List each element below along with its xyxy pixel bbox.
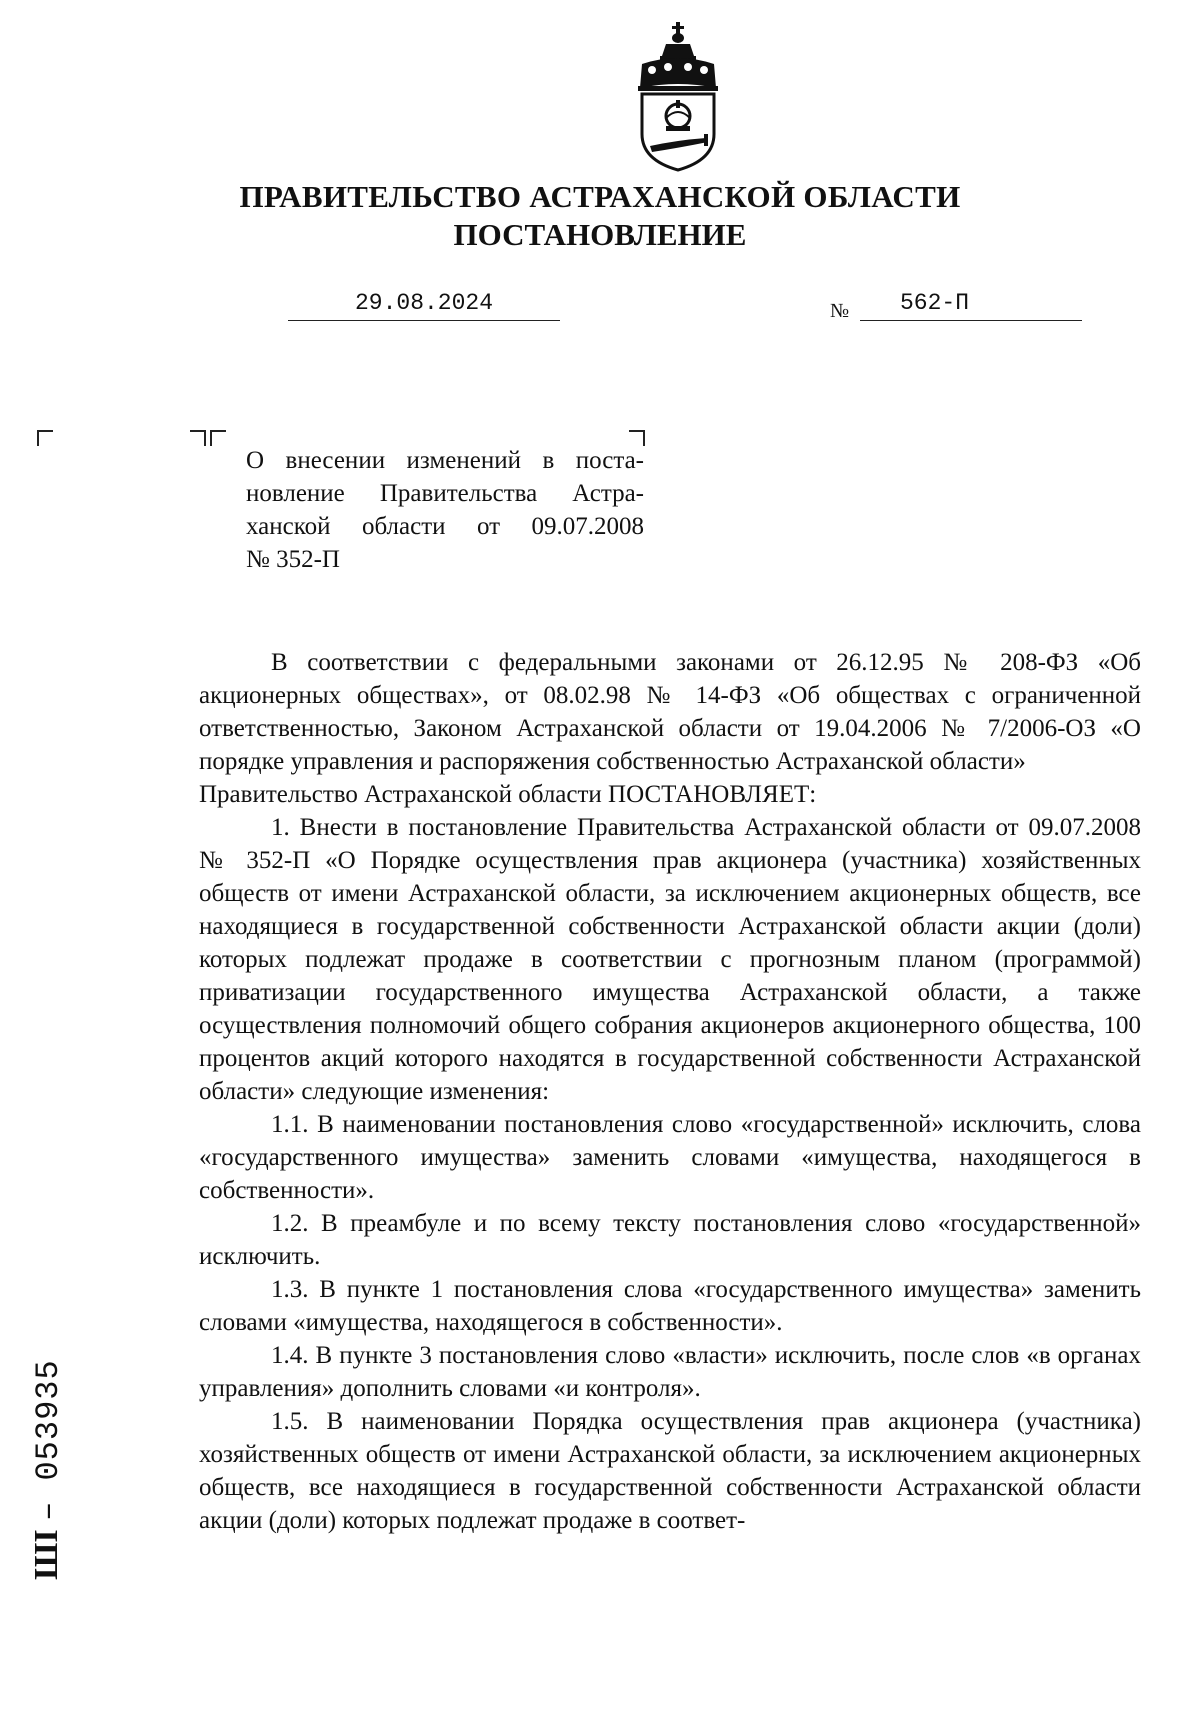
- government-title: ПРАВИТЕЛЬСТВО АСТРАХАНСКОЙ ОБЛАСТИ: [239, 179, 961, 214]
- item-paragraph: 1.2. В преамбуле и по всему тексту постановления слово «государственной» исключить.: [199, 1210, 1141, 1270]
- document-body: [199, 646, 1141, 1537]
- subject-line: ханской области от 09.07.2008: [246, 513, 644, 540]
- corner-mark-inner-left: [210, 430, 226, 446]
- corner-mark-left: [37, 430, 53, 446]
- resolves-paragraph: Правительство Астраханской области ПОСТАНОВЛЯЕТ:: [199, 781, 817, 808]
- subject-line: № 352-П: [246, 546, 340, 573]
- document-number: 562-П: [860, 286, 1082, 321]
- form-serial-mark: [22, 1359, 72, 1580]
- form-series: ШI: [28, 1529, 65, 1580]
- item-paragraph: 1.3. В пункте 1 постановления слова «государственного имущества» заменить словами «имущества, находящегося в собственности».: [199, 1276, 1141, 1336]
- form-serial-number: – 053935: [30, 1359, 67, 1521]
- item-paragraph: 1. Внести в постановление Правительства Астраханской области от 09.07.2008 № 352-П «О Порядке осуществления прав акционера (участника) хозяйственных обществ от имени Астраханской области, за исключением акционерных обществ, все находящиеся в государственной собственности Астраханской области акции (доли) которых подлежат продаже в соответствии с прогнозным планом (программой) приватизации государственного имущества Астраханской области, а также осуществления полномочий общего собрания акционеров акционерного общества, 100 процентов акций которого находятся в государственной собственности Астраханской области» следующие изменения:: [199, 814, 1141, 1105]
- document-subject: [246, 444, 644, 576]
- document-type: ПОСТАНОВЛЕНИЕ: [453, 217, 747, 252]
- corner-mark-inner-right: [190, 430, 206, 446]
- preamble-paragraph: В соответствии с федеральными законами от 26.12.95 № 208-ФЗ «Об акционерных обществах», от 08.02.98 № 14-ФЗ «Об обществах с ограниченной ответственностью, Законом Астраханской области от 19.04.2006 № 7/2006-ОЗ «О порядке управления и распоряжения собственностью Астраханской области»: [199, 649, 1141, 775]
- number-sign: №: [830, 300, 850, 322]
- coat-of-arms-emblem: [632, 22, 724, 172]
- item-paragraph: 1.1. В наименовании постановления слово «государственной» исключить, слова «государственного имущества» заменить словами «имущества, находящегося в собственности».: [199, 1111, 1141, 1204]
- item-paragraph: 1.4. В пункте 3 постановления слово «власти» исключить, после слов «в органах управления» дополнить словами «и контроля».: [199, 1342, 1141, 1402]
- item-paragraph: 1.5. В наименовании Порядка осуществления прав акционера (участника) хозяйственных обществ от имени Астраханской области, за исключением акционерных обществ, все находящиеся в государственной собственности Астраханской области акции (доли) которых подлежат продаже в соответ-: [199, 1408, 1141, 1534]
- document-date: 29.08.2024: [288, 286, 560, 321]
- subject-line: новление Правительства Астра-: [246, 480, 644, 507]
- subject-line: О внесении изменений в поста-: [246, 447, 644, 474]
